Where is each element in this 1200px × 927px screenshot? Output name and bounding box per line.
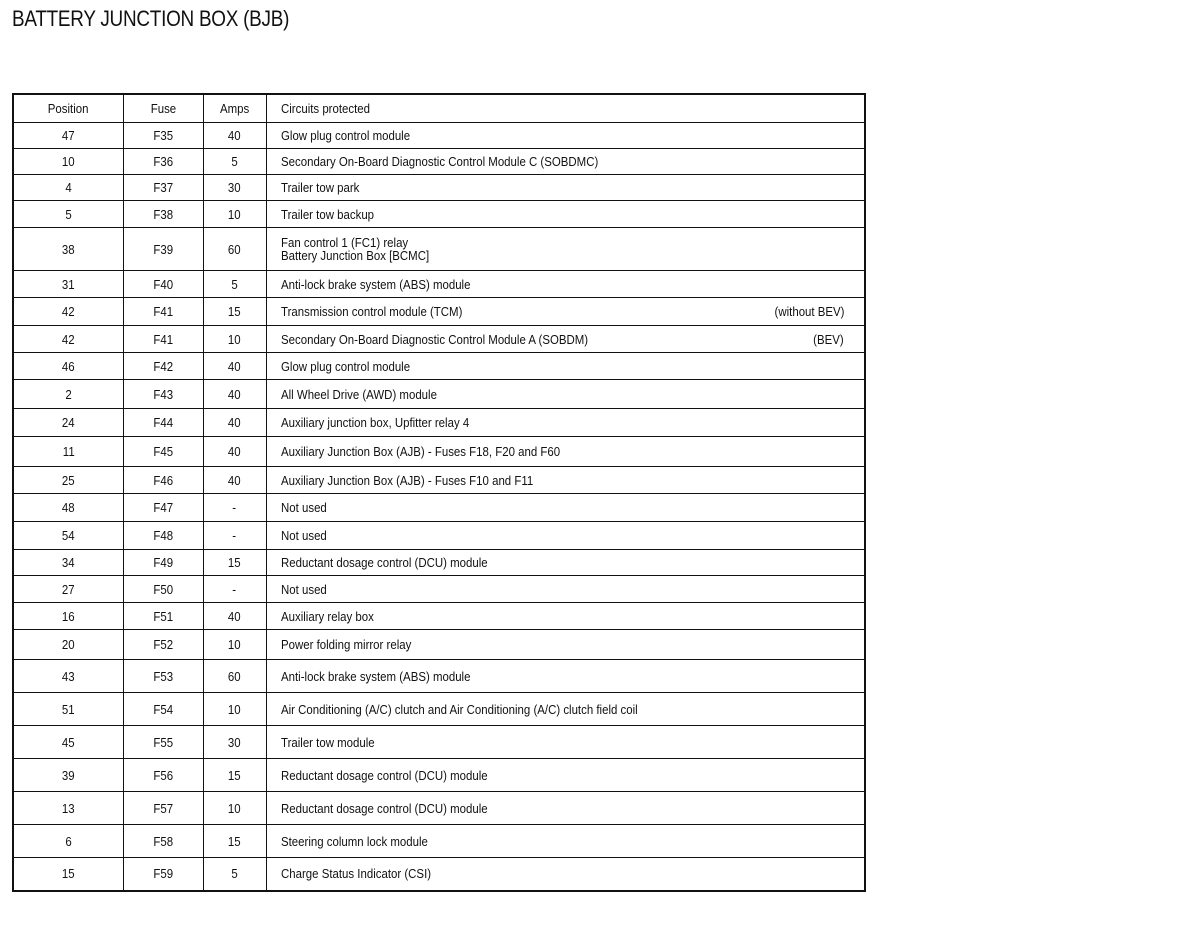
amps-cell: 5 [203,149,266,175]
amps-cell: 30 [203,175,266,201]
table-row [13,576,865,603]
table-row [13,353,865,380]
table-row [13,630,865,660]
fuse-cell: F39 [123,228,203,271]
position-cell: 20 [13,630,123,660]
circuit-cell [266,271,865,298]
circuit-description: Trailer tow park [280,180,359,195]
circuit-description: Not used [280,500,327,515]
table-header-row [13,94,865,123]
circuit-description: Auxiliary Junction Box (AJB) - Fuses F10 and F11 [280,472,533,488]
amps-cell: 5 [203,858,266,891]
amps-cell: 40 [203,380,266,409]
amps-cell: 40 [203,467,266,494]
variant-note: (BEV) [813,331,844,347]
amps-cell: - [203,494,266,522]
circuit-description: Secondary On-Board Diagnostic Control Module A (SOBDM) [280,331,588,347]
table-row [13,271,865,298]
circuit-cell [266,630,865,660]
fuse-cell: F37 [123,175,203,201]
page-title: BATTERY JUNCTION BOX (BJB) [12,6,290,31]
circuit-cell [266,825,865,858]
position-cell: 16 [13,603,123,630]
amps-cell: 40 [203,123,266,149]
table-body [13,123,865,891]
table-row [13,467,865,494]
amps-cell: 60 [203,660,266,693]
amps-cell: 15 [203,759,266,792]
fuse-cell: F46 [123,467,203,494]
fuse-cell: F44 [123,409,203,437]
position-cell: 48 [13,494,123,522]
table-row [13,380,865,409]
circuit-description: Anti-lock brake system (ABS) module [280,668,470,684]
circuit-description: Transmission control module (TCM) [280,304,462,319]
fuse-cell: F53 [123,660,203,693]
circuit-cell [266,201,865,228]
table-row [13,603,865,630]
header-position: Position [13,94,123,123]
position-cell: 39 [13,759,123,792]
position-cell: 25 [13,467,123,494]
circuit-description: Glow plug control module [280,358,410,374]
position-cell: 34 [13,550,123,576]
table-row [13,123,865,149]
amps-cell: 40 [203,603,266,630]
fuse-cell: F38 [123,201,203,228]
amps-cell: 10 [203,326,266,353]
circuit-cell [266,660,865,693]
table-row [13,660,865,693]
circuit-cell [266,759,865,792]
circuit-description: Steering column lock module [280,833,428,849]
circuit-description: Auxiliary Junction Box (AJB) - Fuses F18, F20 and F60 [280,444,560,459]
circuit-description: Trailer tow module [280,734,375,750]
position-cell: 43 [13,660,123,693]
position-cell: 51 [13,693,123,726]
position-cell: 54 [13,522,123,550]
position-cell: 15 [13,858,123,891]
position-cell: 5 [13,201,123,228]
amps-cell: 15 [203,825,266,858]
circuit-description: Not used [280,528,327,543]
circuit-cell [266,576,865,603]
circuit-description: Fan control 1 (FC1) relay Battery Junction Box [BCMC] [280,235,429,263]
fuse-cell: F57 [123,792,203,825]
fuse-cell: F48 [123,522,203,550]
circuit-cell [266,522,865,550]
table-row [13,326,865,353]
table-row [13,298,865,326]
circuit-description: Charge Status Indicator (CSI) [280,866,431,882]
table-row [13,228,865,271]
fuse-cell: F35 [123,123,203,149]
fuse-cell: F50 [123,576,203,603]
table-row [13,693,865,726]
circuit-cell [266,726,865,759]
table-row [13,494,865,522]
circuit-cell [266,228,865,271]
table-row [13,792,865,825]
circuit-description: Reductant dosage control (DCU) module [280,800,488,816]
circuit-cell [266,858,865,891]
amps-cell: - [203,576,266,603]
fuse-cell: F36 [123,149,203,175]
circuit-description: Power folding mirror relay [280,637,411,652]
position-cell: 24 [13,409,123,437]
amps-cell: 40 [203,353,266,380]
circuit-cell [266,603,865,630]
position-cell: 31 [13,271,123,298]
fuse-table [12,93,866,892]
fuse-cell: F55 [123,726,203,759]
position-cell: 38 [13,228,123,271]
circuit-cell [266,353,865,380]
circuit-description: Reductant dosage control (DCU) module [280,555,488,570]
circuit-cell [266,550,865,576]
circuit-description: All Wheel Drive (AWD) module [280,386,437,402]
table-row [13,759,865,792]
circuit-cell [266,437,865,467]
table-row [13,201,865,228]
table-row [13,858,865,891]
circuit-cell [266,123,865,149]
circuit-description: Secondary On-Board Diagnostic Control Module C (SOBDMC) [280,154,598,169]
table-row [13,437,865,467]
fuse-cell: F42 [123,353,203,380]
circuit-description: Glow plug control module [280,128,410,143]
position-cell: 2 [13,380,123,409]
amps-cell: 40 [203,409,266,437]
amps-cell: 15 [203,550,266,576]
fuse-cell: F41 [123,298,203,326]
table-row [13,825,865,858]
circuit-description: Not used [280,581,327,597]
circuit-cell [266,467,865,494]
fuse-cell: F56 [123,759,203,792]
amps-cell: - [203,522,266,550]
fuse-cell: F54 [123,693,203,726]
fuse-cell: F49 [123,550,203,576]
position-cell: 27 [13,576,123,603]
fuse-cell: F51 [123,603,203,630]
fuse-cell: F43 [123,380,203,409]
amps-cell: 5 [203,271,266,298]
circuit-description: Air Conditioning (A/C) clutch and Air Conditioning (A/C) clutch field coil [280,701,638,717]
table-row [13,726,865,759]
amps-cell: 15 [203,298,266,326]
position-cell: 45 [13,726,123,759]
circuit-cell [266,380,865,409]
amps-cell: 30 [203,726,266,759]
position-cell: 42 [13,326,123,353]
fuse-cell: F45 [123,437,203,467]
fuse-cell: F40 [123,271,203,298]
fuse-cell: F59 [123,858,203,891]
variant-note: (without BEV) [774,304,844,319]
circuit-description: Trailer tow backup [280,206,374,222]
circuit-description: Anti-lock brake system (ABS) module [280,276,470,292]
amps-cell: 10 [203,693,266,726]
table-row [13,175,865,201]
amps-cell: 10 [203,792,266,825]
circuit-description: Reductant dosage control (DCU) module [280,767,488,783]
position-cell: 13 [13,792,123,825]
fuse-cell: F58 [123,825,203,858]
table-row [13,409,865,437]
circuit-cell [266,409,865,437]
header-circuits: Circuits protected [266,94,865,123]
circuit-cell [266,326,865,353]
circuit-cell [266,298,865,326]
position-cell: 46 [13,353,123,380]
position-cell: 47 [13,123,123,149]
table-row [13,550,865,576]
position-cell: 42 [13,298,123,326]
position-cell: 6 [13,825,123,858]
table-row [13,149,865,175]
amps-cell: 10 [203,201,266,228]
fuse-cell: F52 [123,630,203,660]
circuit-cell [266,149,865,175]
amps-cell: 40 [203,437,266,467]
table-row [13,522,865,550]
position-cell: 10 [13,149,123,175]
circuit-cell [266,494,865,522]
fuse-cell: F47 [123,494,203,522]
amps-cell: 10 [203,630,266,660]
circuit-cell [266,693,865,726]
fuse-cell: F41 [123,326,203,353]
header-amps: Amps [203,94,266,123]
amps-cell: 60 [203,228,266,271]
position-cell: 11 [13,437,123,467]
circuit-cell [266,792,865,825]
position-cell: 4 [13,175,123,201]
circuit-description: Auxiliary junction box, Upfitter relay 4 [280,415,469,430]
circuit-cell [266,175,865,201]
circuit-description: Auxiliary relay box [280,608,374,624]
header-fuse: Fuse [123,94,203,123]
